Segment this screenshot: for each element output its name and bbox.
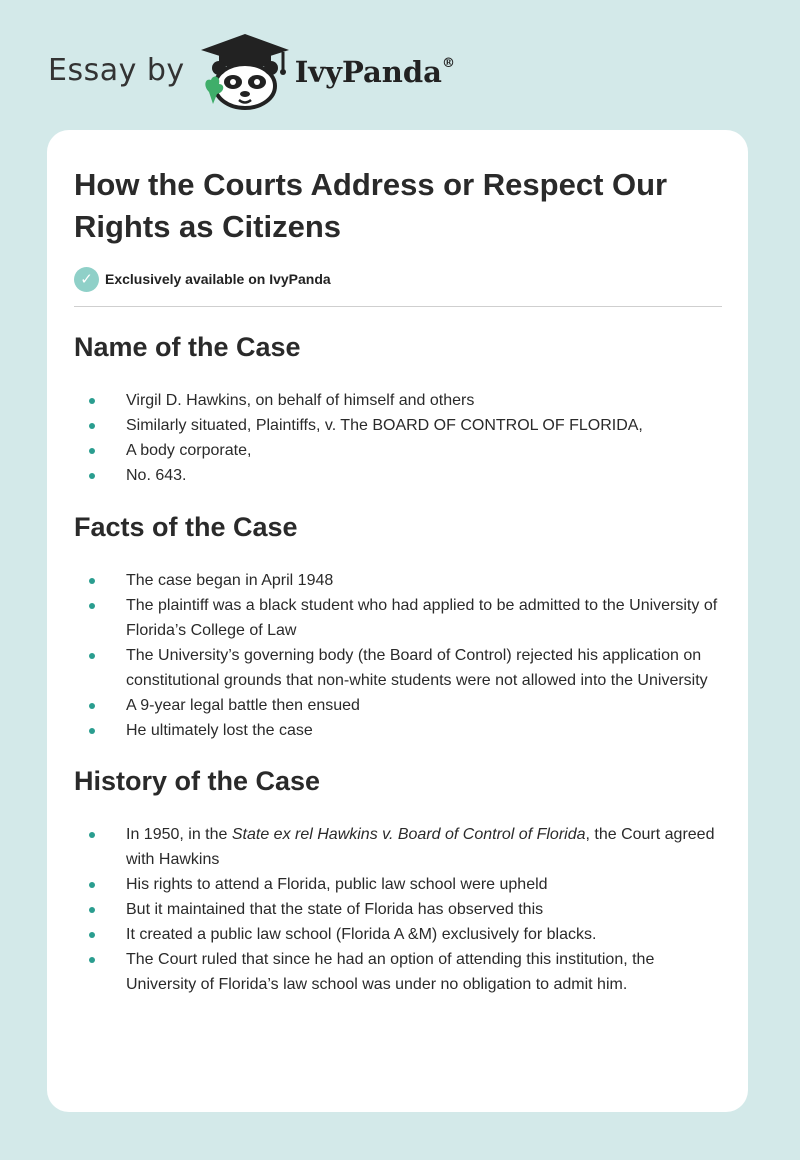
bullet-list (74, 568, 722, 743)
list-item: A 9-year legal battle then ensued (74, 693, 722, 718)
section-facts-of-case (74, 510, 722, 743)
list-item: A body corporate, (74, 438, 722, 463)
list-item: He ultimately lost the case (74, 718, 722, 743)
list-item: No. 643. (74, 463, 722, 488)
section-heading: Facts of the Case (74, 512, 298, 542)
exclusive-badge (74, 266, 722, 292)
divider (74, 306, 722, 307)
list-item: Virgil D. Hawkins, on behalf of himself and others (74, 388, 722, 413)
bullet-list (74, 388, 722, 488)
essay-by-label: Essay by (48, 52, 185, 88)
list-item: In 1950, in the State ex rel Hawkins v. Board of Control of Florida, the Court agreed with Hawkins (74, 822, 722, 872)
list-item: But it maintained that the state of Florida has observed this (74, 897, 722, 922)
panda-logo-icon[interactable] (199, 30, 291, 110)
ivypanda-brand[interactable]: IvyPanda® (294, 55, 455, 89)
list-item: The plaintiff was a black student who had applied to be admitted to the University of Florida’s College of Law (74, 593, 722, 643)
list-item: His rights to attend a Florida, public law school were upheld (74, 872, 722, 897)
site-header (48, 30, 455, 110)
list-item: The Court ruled that since he had an option of attending this institution, the University of Florida’s law school was under no obligation to admit him. (74, 947, 722, 997)
essay-title: How the Courts Address or Respect Our Rights as Citizens (74, 167, 668, 244)
list-item: The University’s governing body (the Board of Control) rejected his application on constitutional grounds that non-white students were not allowed into the University (74, 643, 722, 693)
case-citation: State ex rel Hawkins v. Board of Control of Florida (231, 826, 586, 843)
essay-card (47, 130, 748, 1112)
section-history-of-case (74, 764, 722, 997)
list-item: Similarly situated, Plaintiffs, v. The BOARD OF CONTROL OF FLORIDA, (74, 413, 722, 438)
list-item: It created a public law school (Florida A &M) exclusively for blacks. (74, 922, 722, 947)
list-item: The case began in April 1948 (74, 568, 722, 593)
section-heading: History of the Case (74, 766, 321, 796)
bullet-list (74, 822, 722, 997)
section-heading: Name of the Case (74, 332, 301, 362)
section-name-of-case (74, 330, 722, 488)
check-icon: ✓ (74, 267, 99, 292)
exclusive-label: Exclusively available on IvyPanda (105, 271, 331, 287)
